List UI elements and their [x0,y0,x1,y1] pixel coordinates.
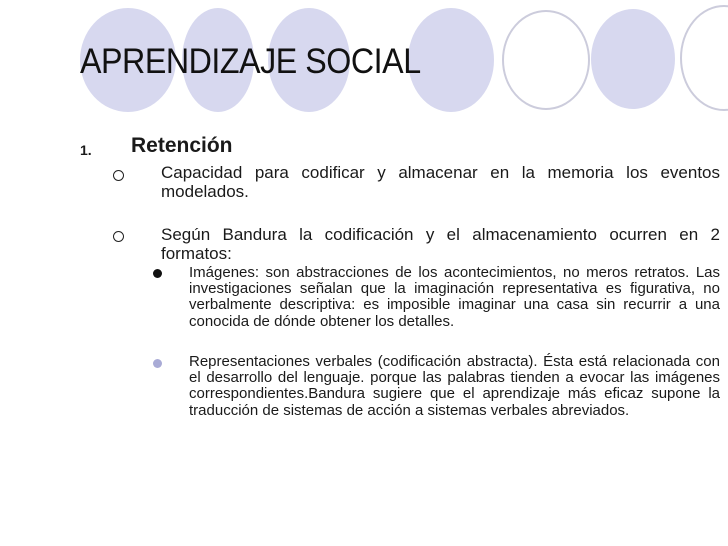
slide-title: APRENDIZAJE SOCIAL [80,42,421,81]
bullet-point-text: Según Bandura la codificación y el almacenamiento ocurren en 2 formatos: [161,225,720,263]
light-dot-bullet [153,359,162,368]
deco-circle-6 [591,9,675,109]
dark-dot-bullet [153,269,162,278]
hollow-circle-bullet [113,231,124,242]
bullet-point-text: Capacidad para codificar y almacenar en la memoria los eventos modelados. [161,163,720,201]
deco-circle-5 [503,11,589,109]
list-heading: Retención [131,134,233,157]
deco-circle-4 [408,8,494,112]
hollow-circle-bullet [113,170,124,181]
sub-bullet-text: Representaciones verbales (codificación abstracta). Ésta está relacionada con el desarrollo del lenguaje. porque las palabras tienden a evocar las imágenes correspondientes.Bandura sugiere que el aprendizaje más eficaz supone la traducción de sistemas de acción a sistemas verbales abreviados. [189,353,720,419]
list-number: 1. [80,142,92,158]
sub-bullet-text: Imágenes: son abstracciones de los acontecimientos, no meros retratos. Las investigaciones señalan que la imaginación representativa es figurativa, no verbalmente descriptiva: es imposible imaginar una casa sin recurrir a una conocida de dónde obtener los detalles. [189,264,720,330]
deco-circle-7 [681,6,728,110]
